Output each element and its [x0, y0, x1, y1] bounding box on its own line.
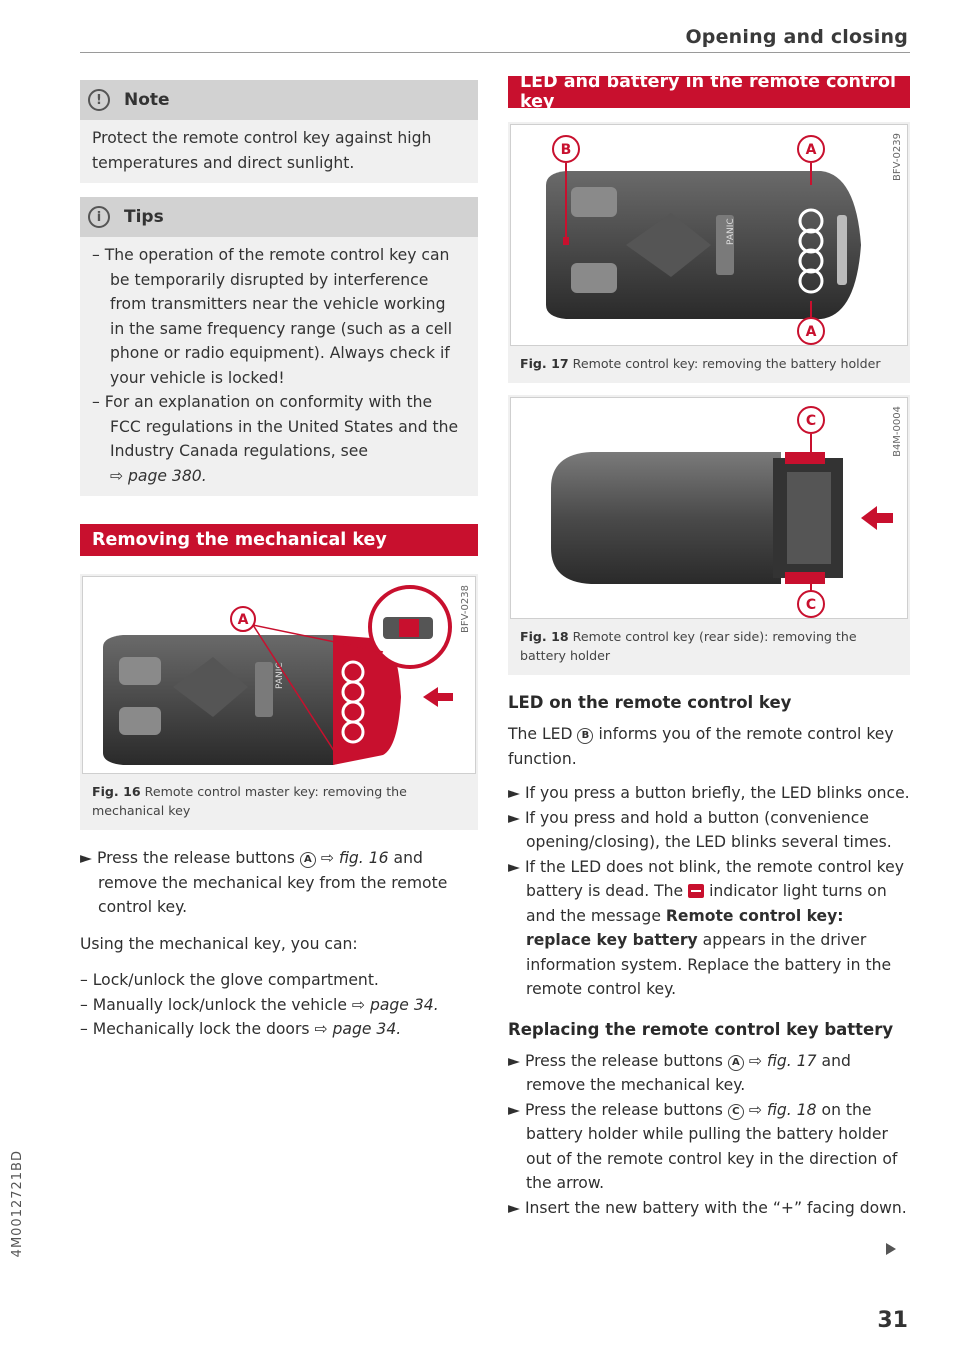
note-box [80, 80, 478, 183]
callout-a: A [805, 142, 817, 158]
key-fob-rear-illustration [511, 398, 907, 618]
led-step: ► If the LED does not blink, the remote control key battery is dead. The indicator light turns on and the message Remote control key: replace key battery appears in the driver information system. Replace the battery in the remote control key. [508, 857, 904, 998]
step-release-buttons: ► Press the release buttons A ⇨ fig. 16 and remove the mechanical key from the remote control key. [80, 849, 448, 916]
subheading-led: LED on the remote control key [508, 693, 792, 712]
page-link[interactable]: ⇨ page 34. [351, 995, 439, 1014]
key-fob-battery-illustration [511, 125, 907, 345]
figure-17-caption: Fig. 17 Remote control key: removing the battery holder [520, 356, 881, 371]
figure-18-illustration [510, 397, 908, 619]
figure-link[interactable]: ⇨ fig. 17 [748, 1051, 817, 1070]
callout-a: A [805, 324, 817, 340]
page-number: 31 [877, 1308, 908, 1333]
key-fob-illustration [83, 577, 475, 773]
left-column [80, 80, 478, 1042]
figure-code: B4M-0004 [892, 406, 903, 457]
figure-17 [508, 122, 910, 383]
figure-link[interactable]: ⇨ fig. 18 [748, 1100, 817, 1119]
tip-item: – For an explanation on conformity with the FCC regulations in the United States and the Industry Canada regulations, see ⇨ page 380. [92, 393, 459, 485]
led-intro: The LED B informs you of the remote control key function. [508, 725, 894, 768]
figure-link[interactable]: ⇨ fig. 16 [320, 849, 389, 867]
figure-16-illustration [82, 576, 476, 774]
battery-step: ► Insert the new battery with the “+” facing down. [508, 1198, 907, 1217]
tips-body [80, 237, 478, 496]
continue-arrow-icon [886, 1243, 896, 1255]
running-header: Opening and closing [685, 26, 908, 48]
info-icon: i [88, 206, 110, 228]
figure-16-caption: Fig. 16 Remote control master key: removing the mechanical key [92, 784, 407, 818]
battery-step: ► Press the release buttons A ⇨ fig. 17 and remove the mechanical key. [508, 1051, 851, 1094]
section-title-mechanical-key: Removing the mechanical key [80, 524, 478, 556]
tips-header [80, 197, 478, 237]
tip-item: – The operation of the remote control key can be temporarily disrupted by interference from transmitters near the vehicle working in the same frequency range (such as a cell phone or radio equipment). Always check if your vehicle is locked! [92, 246, 453, 387]
list-item: – Manually lock/unlock the vehicle ⇨ page 34. [80, 995, 439, 1014]
note-text: Protect the remote control key against high temperatures and direct sunlight. [92, 129, 432, 172]
figure-17-illustration [510, 124, 908, 346]
callout-b: B [577, 728, 593, 744]
panic-button-label: PANIC [726, 218, 736, 245]
list-item: – Lock/unlock the glove compartment. [80, 971, 379, 989]
right-column [508, 72, 910, 1220]
section-title-led-battery: LED and battery in the remote control key [508, 76, 910, 108]
figure-code: BFV-0239 [892, 133, 903, 181]
message-text: Remote control key: replace key battery [526, 906, 844, 949]
callout-a: A [300, 852, 316, 868]
figure-18 [508, 395, 910, 675]
callout-a: A [728, 1055, 744, 1071]
callout-a: A [237, 612, 249, 628]
callout-c: C [728, 1104, 744, 1120]
callout-c: C [805, 597, 817, 613]
document-code: 4M0012721BD [10, 1150, 25, 1258]
led-step: ► If you press a button briefly, the LED blinks once. [508, 784, 910, 802]
tips-label: Tips [124, 207, 164, 227]
figure-18-caption: Fig. 18 Remote control key (rear side): removing the battery holder [520, 629, 857, 663]
note-label: Note [124, 90, 170, 110]
key-indicator-icon [688, 884, 704, 898]
note-header [80, 80, 478, 120]
exclamation-icon: ! [88, 89, 110, 111]
panic-button-label: PANIC [275, 662, 285, 689]
tips-box [80, 197, 478, 496]
figure-16 [80, 574, 478, 830]
list-item: – Mechanically lock the doors ⇨ page 34. [80, 1020, 402, 1038]
led-step: ► If you press and hold a button (convenience opening/closing), the LED blinks several times. [508, 808, 892, 851]
battery-step: ► Press the release buttons C ⇨ fig. 18 on the battery holder while pulling the battery holder out of the remote control key in the direction of the arrow. [508, 1100, 898, 1192]
intro-text: Using the mechanical key, you can: [80, 934, 358, 953]
page-link[interactable]: ⇨ page 380. [110, 466, 207, 485]
page-link[interactable]: ⇨ page 34. [314, 1020, 402, 1038]
subheading-battery: Replacing the remote control key battery [508, 1019, 894, 1039]
header-rule [80, 52, 910, 53]
callout-c: C [805, 413, 817, 429]
figure-code: BFV-0238 [460, 585, 471, 633]
callout-b: B [560, 142, 572, 158]
